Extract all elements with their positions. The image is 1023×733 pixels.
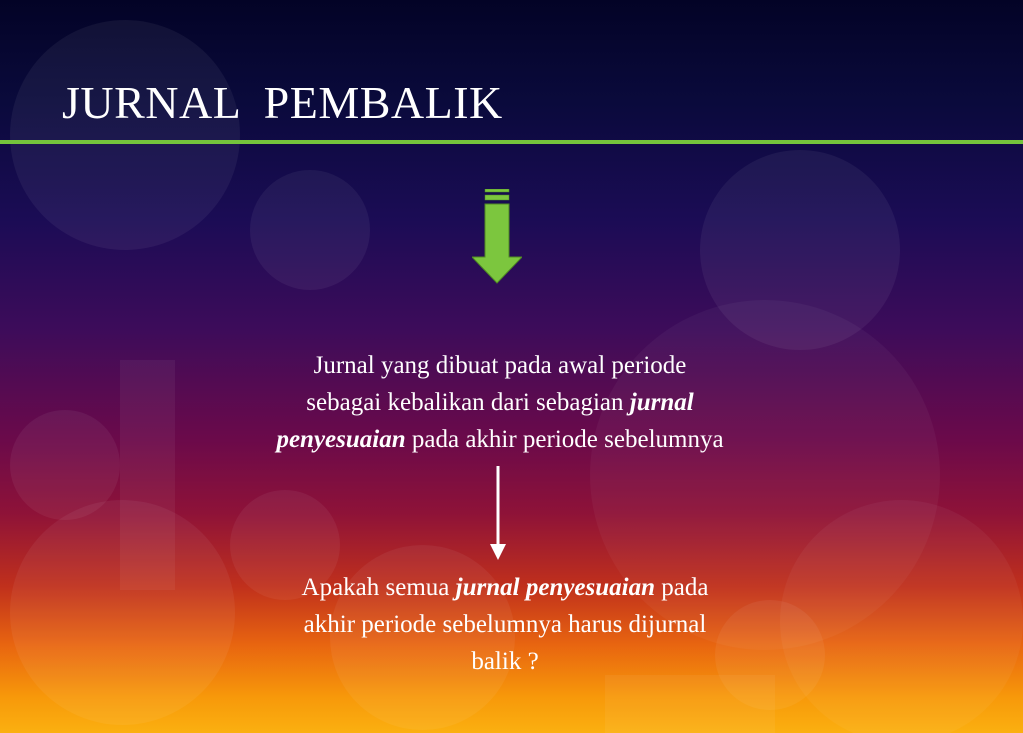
question-line-1 <box>205 569 805 606</box>
definition-line-2 <box>180 384 820 421</box>
emphasis-jurnal-penyesuaian: jurnal penyesuaian <box>455 574 656 601</box>
emphasis-jurnal: jurnal <box>629 389 694 416</box>
definition-line-1: Jurnal yang dibuat pada awal periode <box>313 352 687 379</box>
emphasis-penyesuaian: penyesuaian <box>276 426 406 453</box>
question-text-plain: pada <box>655 574 709 601</box>
question-text <box>205 569 805 680</box>
question-text-plain: Apakah semua <box>301 574 456 601</box>
definition-text <box>180 347 820 458</box>
title-underline <box>0 140 1023 144</box>
definition-line-3 <box>180 421 820 458</box>
down-arrow-icon <box>472 189 522 285</box>
down-arrow-icon <box>488 466 508 562</box>
definition-text-plain: pada akhir periode sebelumnya <box>405 426 724 453</box>
question-line-2: akhir periode sebelumnya harus dijurnal <box>303 611 707 638</box>
slide-title: JURNAL PEMBALIK <box>62 77 503 128</box>
question-line-3: balik ? <box>471 648 539 675</box>
definition-text-plain: sebagai kebalikan dari sebagian <box>306 389 630 416</box>
